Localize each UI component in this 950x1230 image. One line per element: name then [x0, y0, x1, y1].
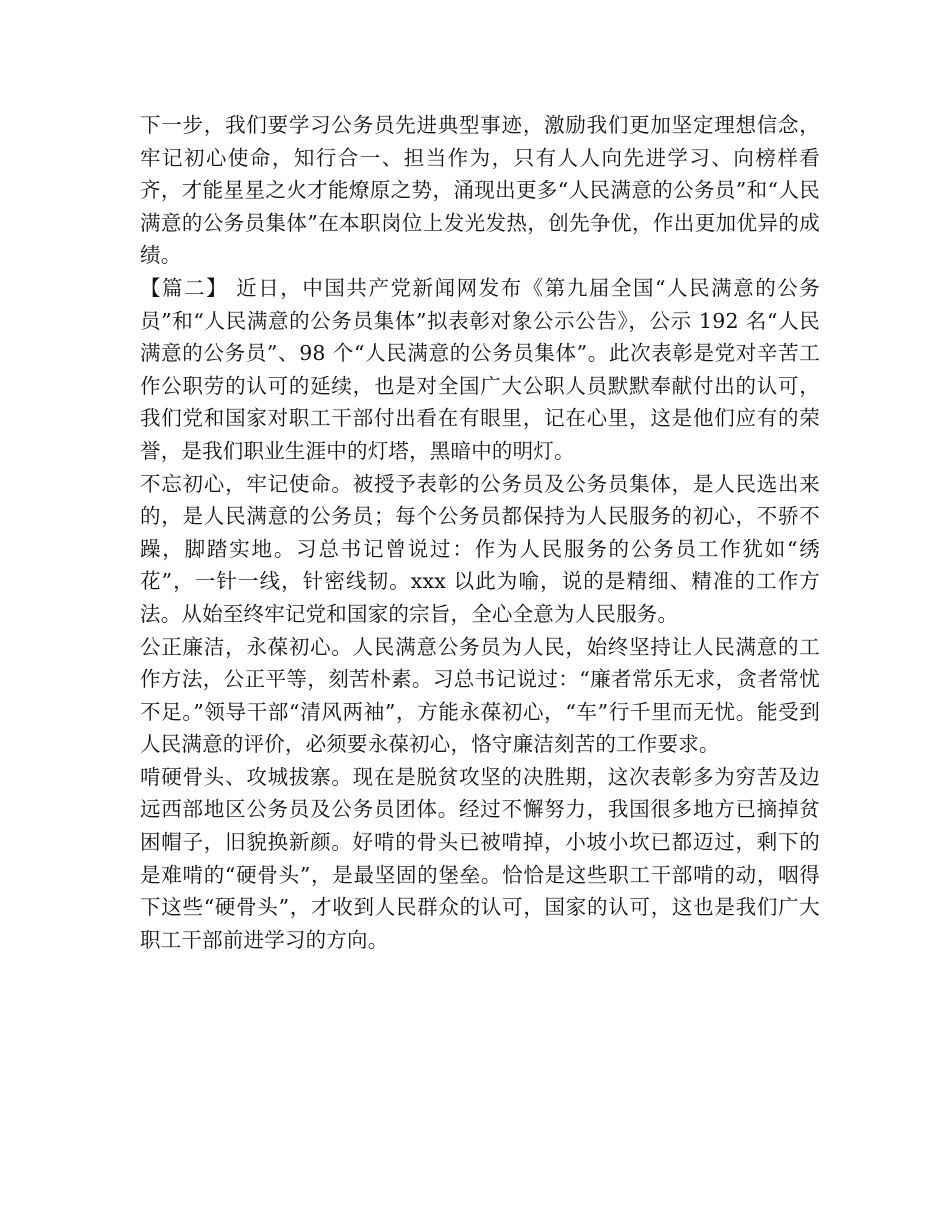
paragraph-part-two-intro: 【篇二】 近日，中国共产党新闻网发布《第九届全国“人民满意的公务员”和“人民满意的公务员集体”拟表彰对象公示公告》，公示 192 名“人民满意的公务员”、98 个“人民满意的公务员集体”。此次表彰是党对辛苦工作公职劳的认可的延续，也是对全国广大公职人员默默奉献付出的认可，我们党和国家对职工干部付出看在有眼里，记在心里，这是他们应有的荣誉，是我们职业生涯中的灯塔，黑暗中的明灯。	[140, 275, 820, 463]
paragraph-original-mission: 不忘初心，牢记使命。被授予表彰的公务员及公务员集体，是人民选出来的，是人民满意的公务员；每个公务员都保持为人民服务的初心，不骄不躁，脚踏实地。习总书记曾说过：作为人民服务的公务员工作犹如“绣花”，一针一线，针密线韧。xxx 以此为喻，说的是精细、精准的工作方法。从始至终牢记党和国家的宗旨，全心全意为人民服务。	[140, 471, 820, 626]
paragraph-tough-tasks: 啃硬骨头、攻城拔寨。现在是脱贫攻坚的决胜期，这次表彰多为穷苦及边远西部地区公务员及公务员团体。经过不懈努力，我国很多地方已摘掉贫困帽子，旧貌换新颜。好啃的骨头已被啃掉，小坡小坎已都迈过，剩下的是难啃的“硬骨头”，是最坚固的堡垒。恰恰是这些职工干部啃的动，咽得下这些“硬骨头”，才收到人民群众的认可，国家的认可，这也是我们广大职工干部前进学习的方向。	[140, 764, 820, 952]
paragraph-integrity: 公正廉洁，永葆初心。人民满意公务员为人民，始终坚持让人民满意的工作方法，公正平等，刻苦朴素。习总书记说过：“廉者常乐无求，贪者常忧不足。”领导干部“清风两袖”，方能永葆初心，“车”行千里而无忧。能受到人民满意的评价，必须要永葆初心，恪守廉洁刻苦的工作要求。	[140, 634, 820, 757]
paragraph-next-step: 下一步，我们要学习公务员先进典型事迹，激励我们更加坚定理想信念，牢记初心使命，知行合一、担当作为，只有人人向先进学习、向榜样看齐，才能星星之火才能燎原之势，涌现出更多“人民满意的公务员”和“人民满意的公务员集体”在本职岗位上发光发热，创先争优，作出更加优异的成绩。	[140, 113, 820, 268]
document-body	[140, 109, 820, 956]
